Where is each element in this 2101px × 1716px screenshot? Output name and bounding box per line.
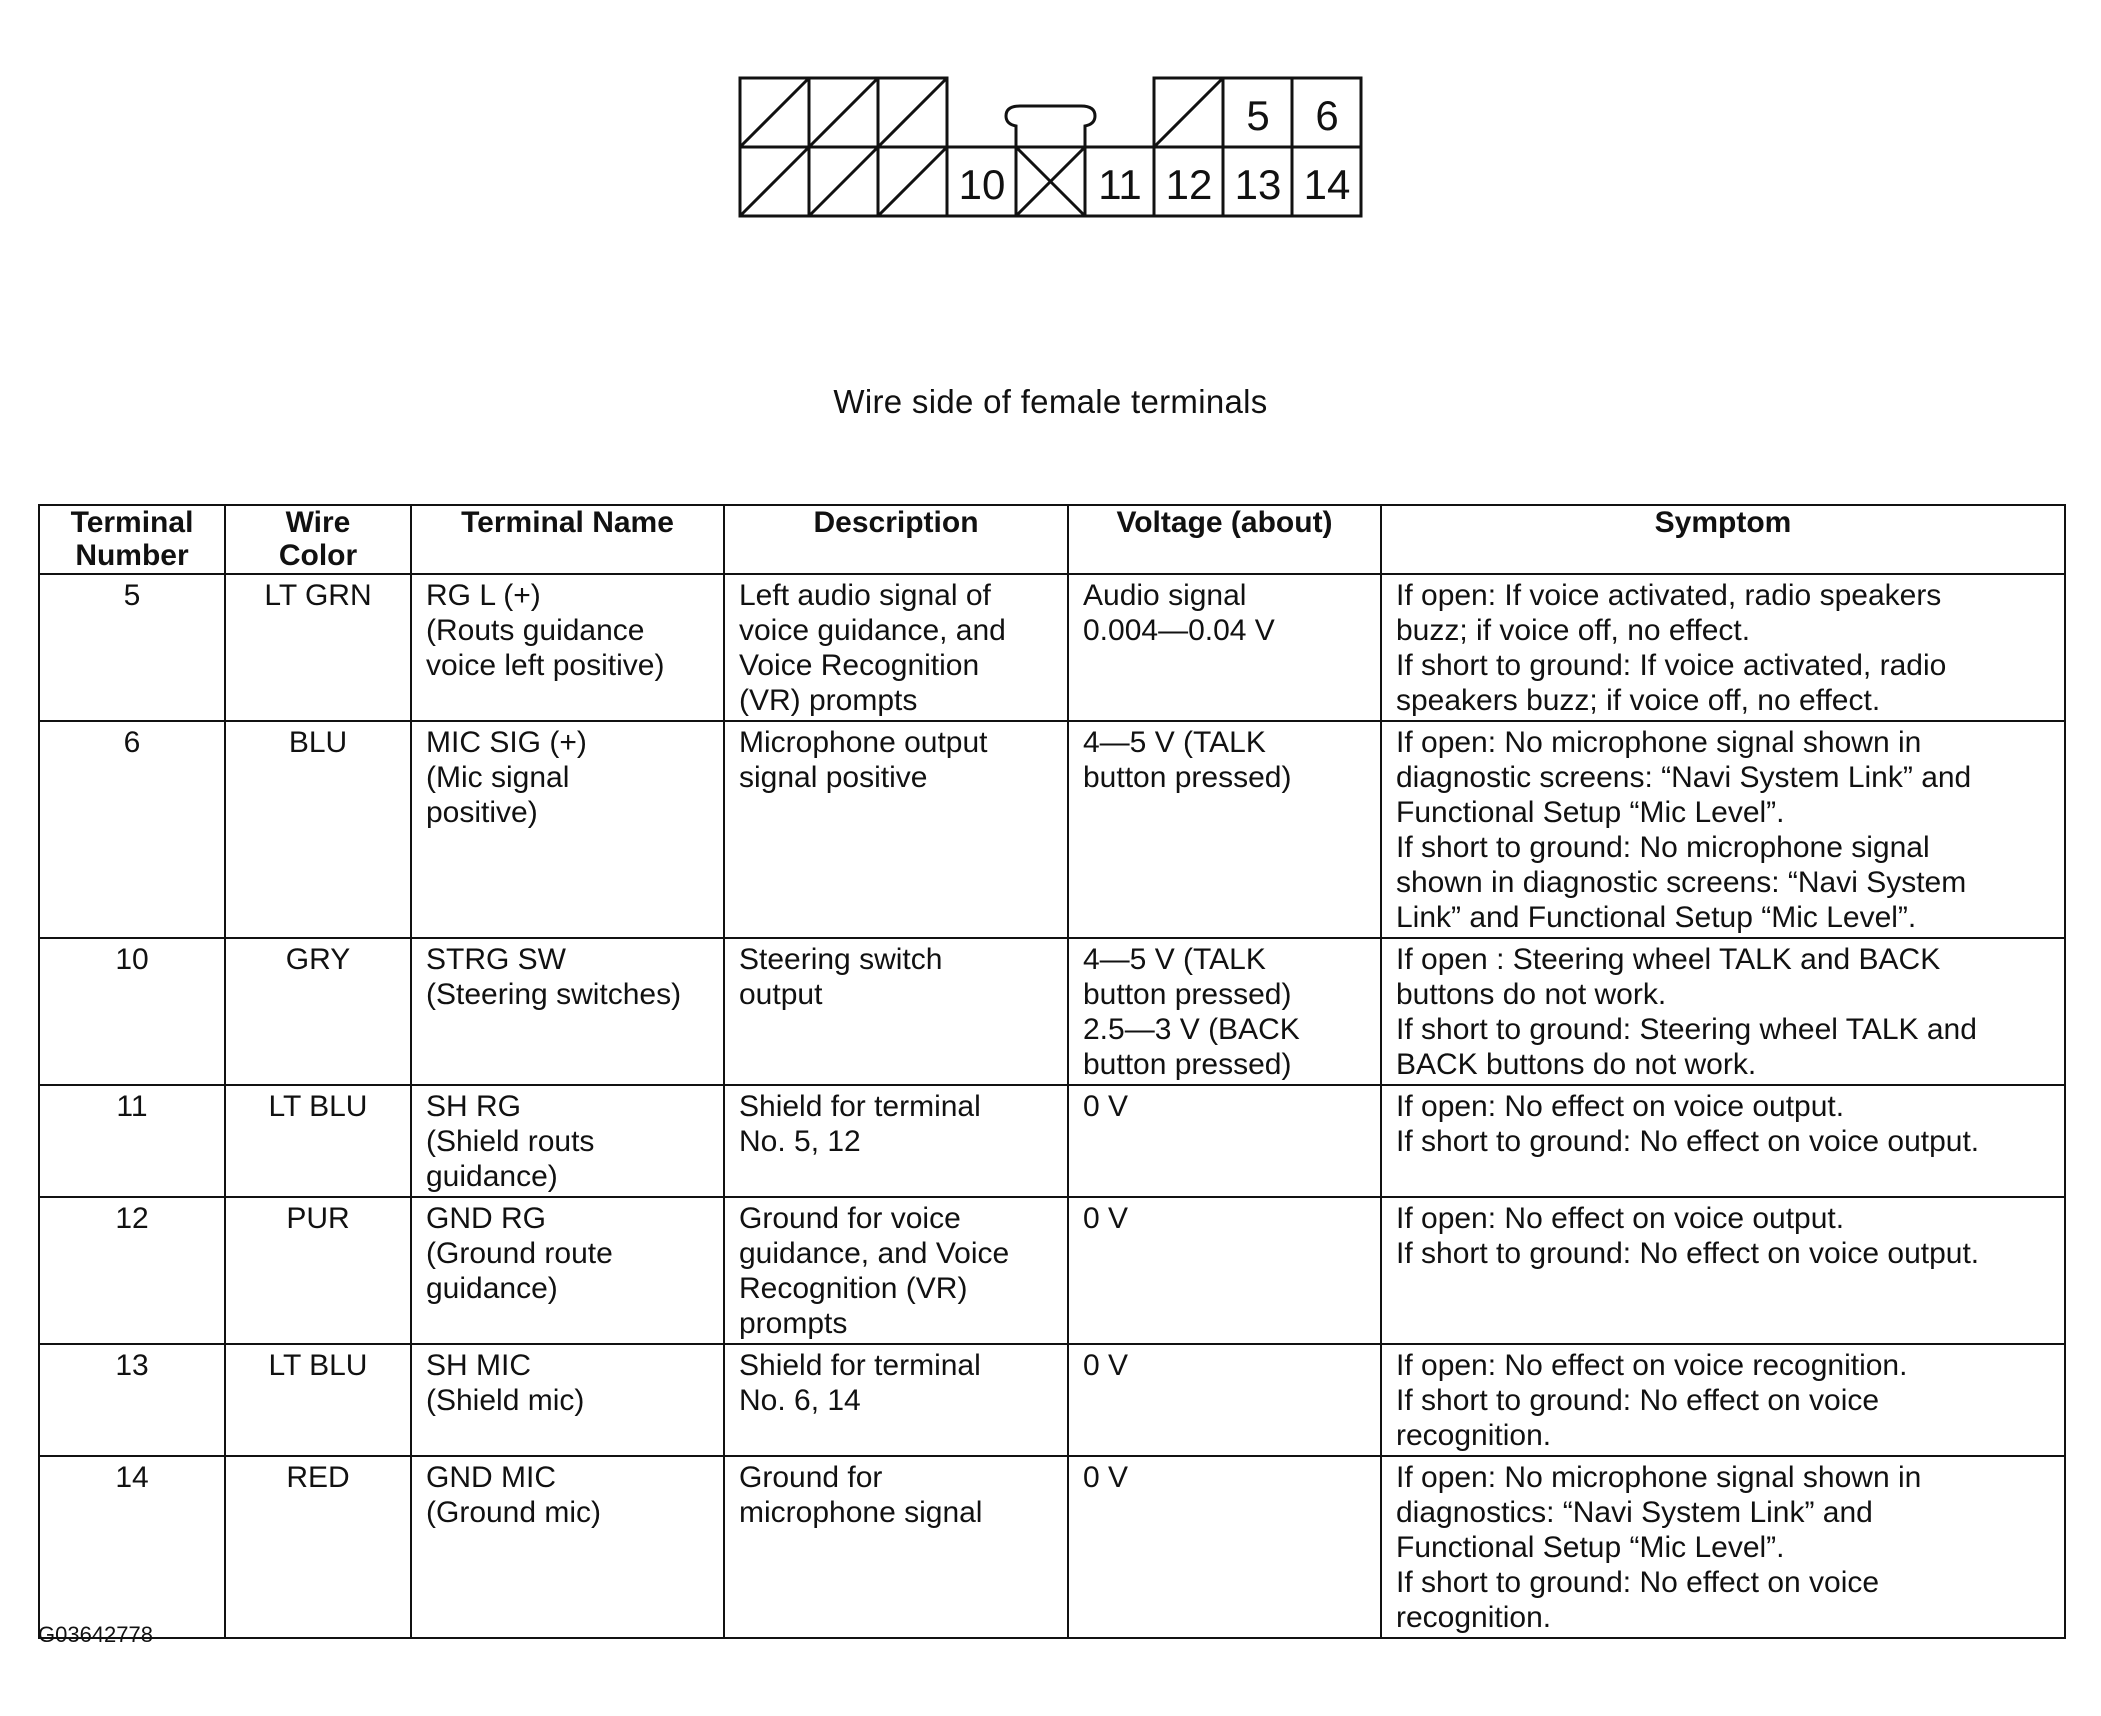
terminal-name-line: GND MIC xyxy=(426,1461,556,1494)
description-line: Microphone output xyxy=(739,726,988,759)
symptom-line: If short to ground: No effect on voice output. xyxy=(1396,1125,1980,1158)
symptom-line: BACK buttons do not work. xyxy=(1396,1048,1757,1081)
description-line: prompts xyxy=(739,1307,848,1340)
symptom-line: buttons do not work. xyxy=(1396,978,1667,1011)
terminal-name-cell xyxy=(411,721,724,938)
voltage-line: Audio signal xyxy=(1083,579,1247,612)
wire-color-cell: LT GRN xyxy=(225,574,411,721)
terminal-name-line: (Shield mic) xyxy=(426,1384,585,1417)
terminal-name-line: MIC SIG (+) xyxy=(426,726,587,759)
symptom-line: If open: If voice activated, radio speakers xyxy=(1396,579,1942,612)
symptom-line: recognition. xyxy=(1396,1601,1552,1634)
symptom-line: diagnostic screens: “Navi System Link” and xyxy=(1396,761,1972,794)
symptom-cell xyxy=(1381,574,2065,721)
symptom-line: If short to ground: No effect on voice output. xyxy=(1396,1237,1980,1270)
voltage-line: button pressed) xyxy=(1083,761,1292,794)
symptom-line: If open: No microphone signal shown in xyxy=(1396,1461,1922,1494)
terminal-name-line: GND RG xyxy=(426,1202,546,1235)
terminal-name-line: guidance) xyxy=(426,1272,558,1305)
header-terminal-number: Terminal Number xyxy=(39,505,225,574)
voltage-line: button pressed) xyxy=(1083,978,1292,1011)
symptom-cell xyxy=(1381,1456,2065,1638)
symptom-cell xyxy=(1381,721,2065,938)
symptom-line: If short to ground: If voice activated, radio xyxy=(1396,649,1947,682)
terminal-table xyxy=(38,504,2066,1639)
table-row xyxy=(39,1344,2065,1456)
terminal-number-cell: 12 xyxy=(39,1197,225,1344)
description-line: voice guidance, and xyxy=(739,614,1006,647)
symptom-line: speakers buzz; if voice off, no effect. xyxy=(1396,684,1881,717)
terminal-label-10: 10 xyxy=(958,161,1006,208)
terminal-name-line: STRG SW xyxy=(426,943,566,976)
symptom-line: If open: No microphone signal shown in xyxy=(1396,726,1922,759)
header-symptom: Symptom xyxy=(1381,505,2065,574)
voltage-line: 0 V xyxy=(1083,1461,1129,1494)
terminal-name-line: (Ground route xyxy=(426,1237,613,1270)
terminal-label-6: 6 xyxy=(1315,92,1339,139)
description-line: (VR) prompts xyxy=(739,684,918,717)
voltage-cell xyxy=(1068,1085,1381,1197)
terminal-name-cell xyxy=(411,938,724,1085)
symptom-line: If short to ground: No microphone signal xyxy=(1396,831,1930,864)
voltage-cell xyxy=(1068,574,1381,721)
description-line: guidance, and Voice xyxy=(739,1237,1010,1270)
terminal-label-13: 13 xyxy=(1234,161,1282,208)
terminal-name-line: SH MIC xyxy=(426,1349,531,1382)
symptom-line: Functional Setup “Mic Level”. xyxy=(1396,796,1785,829)
description-line: No. 6, 14 xyxy=(739,1384,861,1417)
terminal-name-line: RG L (+) xyxy=(426,579,541,612)
terminal-name-line: (Steering switches) xyxy=(426,978,682,1011)
voltage-cell xyxy=(1068,1456,1381,1638)
symptom-line: If open : Steering wheel TALK and BACK xyxy=(1396,943,1941,976)
wire-color-cell: LT BLU xyxy=(225,1344,411,1456)
description-line: Recognition (VR) xyxy=(739,1272,968,1305)
table-row xyxy=(39,1197,2065,1344)
voltage-line: button pressed) xyxy=(1083,1048,1292,1081)
terminal-name-cell xyxy=(411,1197,724,1344)
description-line: microphone signal xyxy=(739,1496,983,1529)
symptom-cell xyxy=(1381,1197,2065,1344)
wire-color-cell: BLU xyxy=(225,721,411,938)
terminal-name-line: (Ground mic) xyxy=(426,1496,602,1529)
connector-latch xyxy=(1006,106,1095,147)
symptom-line: recognition. xyxy=(1396,1419,1552,1452)
description-line: Ground for voice xyxy=(739,1202,961,1235)
description-cell xyxy=(724,1456,1068,1638)
figure-id: G03642778 xyxy=(38,1622,153,1647)
table-row xyxy=(39,938,2065,1085)
terminal-number-cell: 5 xyxy=(39,574,225,721)
wire-color-cell: PUR xyxy=(225,1197,411,1344)
description-line: output xyxy=(739,978,823,1011)
description-line: No. 5, 12 xyxy=(739,1125,861,1158)
terminal-name-cell xyxy=(411,1456,724,1638)
terminal-name-cell xyxy=(411,574,724,721)
terminal-number-cell: 13 xyxy=(39,1344,225,1456)
symptom-line: If short to ground: No effect on voice xyxy=(1396,1566,1880,1599)
symptom-cell xyxy=(1381,1344,2065,1456)
wire-color-cell: GRY xyxy=(225,938,411,1085)
voltage-line: 0 V xyxy=(1083,1349,1129,1382)
description-line: Left audio signal of xyxy=(739,579,991,612)
description-line: signal positive xyxy=(739,761,928,794)
voltage-line: 4—5 V (TALK xyxy=(1083,943,1266,976)
description-line: Shield for terminal xyxy=(739,1090,981,1123)
terminal-label-5: 5 xyxy=(1246,92,1270,139)
voltage-line: 0 V xyxy=(1083,1202,1129,1235)
terminal-label-12: 12 xyxy=(1165,161,1213,208)
wire-color-cell: RED xyxy=(225,1456,411,1638)
header-description: Description xyxy=(724,505,1068,574)
symptom-line: If open: No effect on voice output. xyxy=(1396,1090,1845,1123)
description-cell xyxy=(724,1344,1068,1456)
header-wire-color: Wire Color xyxy=(225,505,411,574)
diagram-caption: Wire side of female terminals xyxy=(833,383,1268,420)
description-line: Shield for terminal xyxy=(739,1349,981,1382)
symptom-line: diagnostics: “Navi System Link” and xyxy=(1396,1496,1873,1529)
table-body xyxy=(39,574,2065,1638)
voltage-line: 4—5 V (TALK xyxy=(1083,726,1266,759)
terminal-name-cell xyxy=(411,1344,724,1456)
table-row xyxy=(39,721,2065,938)
voltage-cell xyxy=(1068,721,1381,938)
header-terminal-name: Terminal Name xyxy=(411,505,724,574)
symptom-line: Link” and Functional Setup “Mic Level”. xyxy=(1396,901,1917,934)
terminal-label-14: 14 xyxy=(1303,161,1351,208)
terminal-name-line: (Mic signal xyxy=(426,761,570,794)
voltage-cell xyxy=(1068,1344,1381,1456)
terminal-name-line: (Routs guidance xyxy=(426,614,645,647)
description-cell xyxy=(724,721,1068,938)
symptom-line: If short to ground: No effect on voice xyxy=(1396,1384,1880,1417)
description-cell xyxy=(724,574,1068,721)
terminal-number-cell: 14 xyxy=(39,1456,225,1638)
symptom-line: buzz; if voice off, no effect. xyxy=(1396,614,1751,647)
voltage-line: 0 V xyxy=(1083,1090,1129,1123)
terminal-number-cell: 10 xyxy=(39,938,225,1085)
symptom-line: If short to ground: Steering wheel TALK and xyxy=(1396,1013,1977,1046)
wire-color-cell: LT BLU xyxy=(225,1085,411,1197)
terminal-name-line: (Shield routs xyxy=(426,1125,595,1158)
terminal-name-line: positive) xyxy=(426,796,538,829)
header-voltage: Voltage (about) xyxy=(1068,505,1381,574)
terminal-number-cell: 11 xyxy=(39,1085,225,1197)
table-row xyxy=(39,574,2065,721)
symptom-line: If open: No effect on voice output. xyxy=(1396,1202,1845,1235)
voltage-cell xyxy=(1068,938,1381,1085)
terminal-name-line: voice left positive) xyxy=(426,649,665,682)
symptom-line: shown in diagnostic screens: “Navi System xyxy=(1396,866,1967,899)
terminal-label-11: 11 xyxy=(1098,161,1142,208)
symptom-cell xyxy=(1381,1085,2065,1197)
table-row xyxy=(39,1456,2065,1638)
terminal-name-cell xyxy=(411,1085,724,1197)
voltage-line: 2.5—3 V (BACK xyxy=(1083,1013,1300,1046)
terminal-number-cell: 6 xyxy=(39,721,225,938)
symptom-cell xyxy=(1381,938,2065,1085)
voltage-cell xyxy=(1068,1197,1381,1344)
description-cell xyxy=(724,1085,1068,1197)
symptom-line: Functional Setup “Mic Level”. xyxy=(1396,1531,1785,1564)
table-header-row xyxy=(39,505,2065,574)
table-row xyxy=(39,1085,2065,1197)
voltage-line: 0.004—0.04 V xyxy=(1083,614,1275,647)
terminal-name-line: guidance) xyxy=(426,1160,558,1193)
description-line: Voice Recognition xyxy=(739,649,980,682)
description-cell xyxy=(724,1197,1068,1344)
description-cell xyxy=(724,938,1068,1085)
symptom-line: If open: No effect on voice recognition. xyxy=(1396,1349,1908,1382)
description-line: Ground for xyxy=(739,1461,883,1494)
connector-diagram xyxy=(738,76,1368,220)
terminal-name-line: SH RG xyxy=(426,1090,522,1123)
description-line: Steering switch xyxy=(739,943,943,976)
